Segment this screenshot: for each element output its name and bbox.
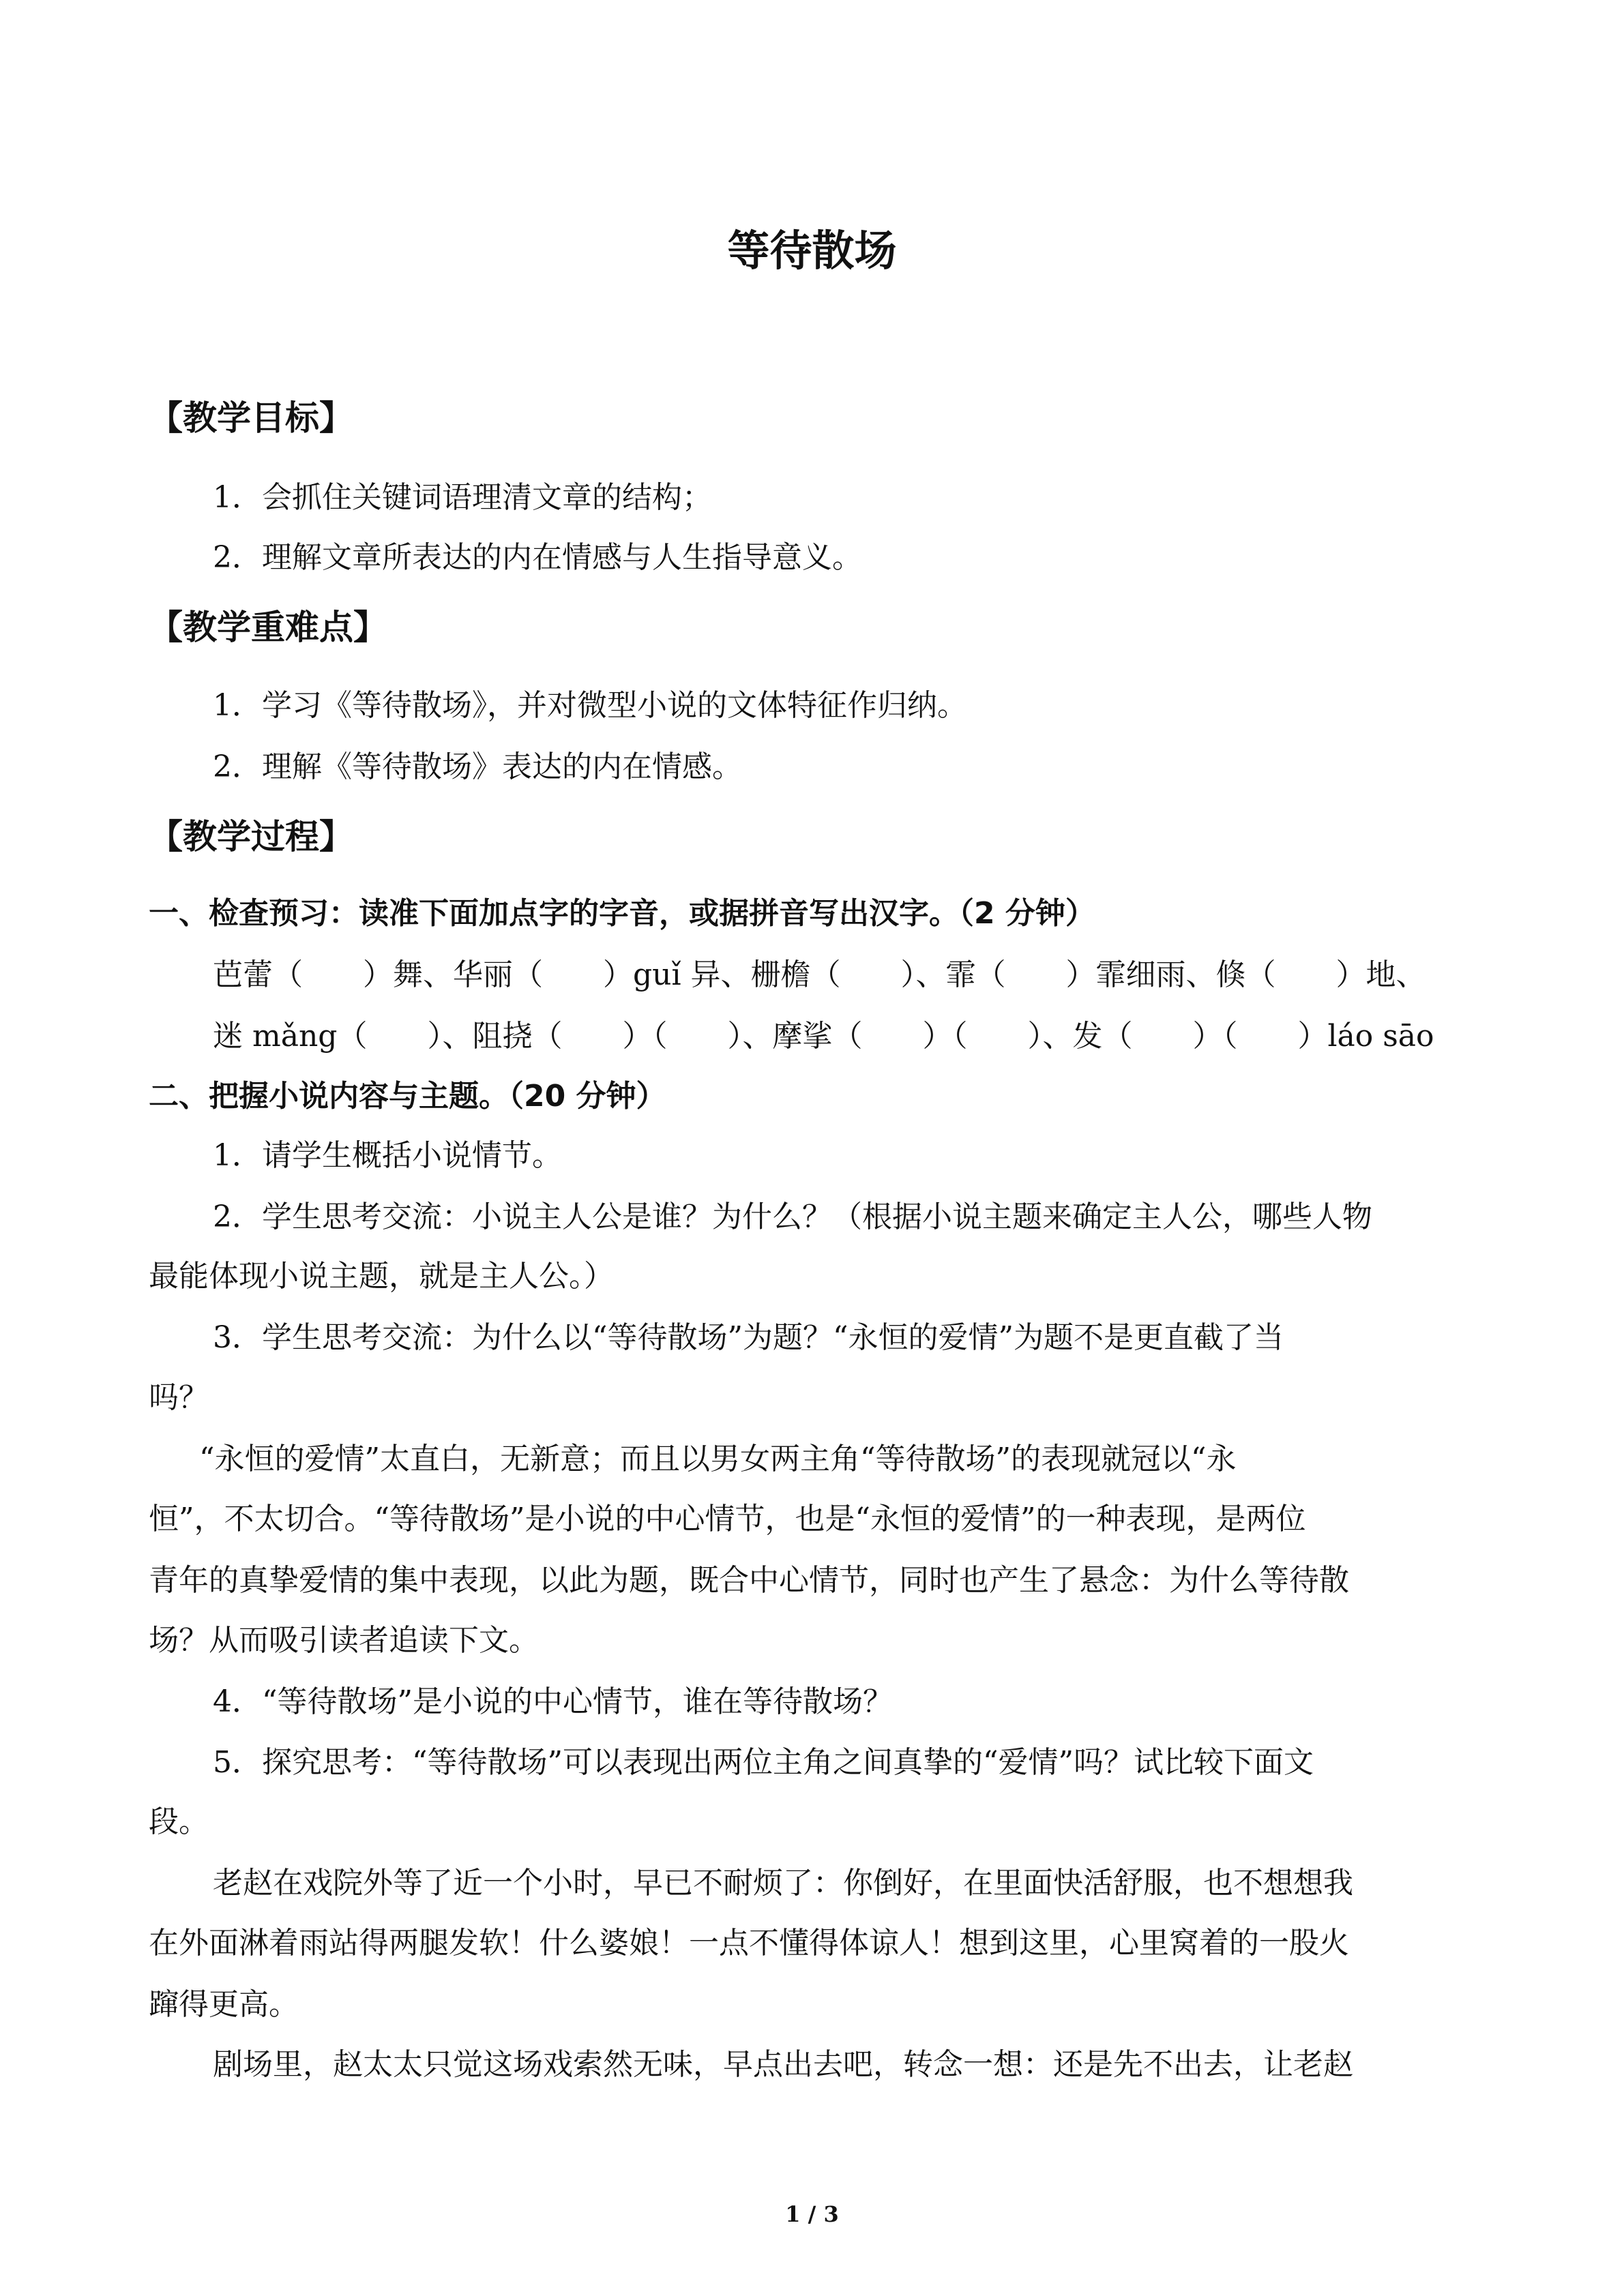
question-1: 1．请学生概括小说情节。 (213, 1138, 562, 1173)
passage-1-line-1: 老赵在戏院外等了近一个小时，早已不耐烦了：你倒好，在里面快活舒服，也不想想我 (213, 1866, 1353, 1900)
goal-item-1: 1．会抓住关键词语理清文章的结构； (213, 480, 712, 515)
step-1-heading: 一、检查预习：读准下面加点字的字音，或据拼音写出汉字。（2 分钟） (149, 896, 1095, 931)
key-item-1: 1．学习《等待散场》，并对微型小说的文体特征作归纳。 (213, 688, 967, 723)
heading-teaching-process: 【教学过程】 (149, 817, 353, 856)
question-5-line-1: 5．探究思考：“等待散场”可以表现出两位主角之间真挚的“爱情”吗？试比较下面文 (213, 1745, 1314, 1780)
passage-1-line-2: 在外面淋着雨站得两腿发软！什么婆娘！一点不懂得体谅人！想到这里，心里窝着的一股火 (149, 1926, 1349, 1960)
question-5-line-2: 段。 (149, 1804, 209, 1839)
heading-key-points: 【教学重难点】 (149, 608, 387, 647)
question-3-line-1: 3．学生思考交流：为什么以“等待散场”为题？“永恒的爱情”为题不是更直截了当 (213, 1320, 1284, 1355)
question-2-line-1: 2．学生思考交流：小说主人公是谁？为什么？（根据小说主题来确定主人公，哪些人物 (213, 1199, 1372, 1234)
question-3-line-2: 吗？ (149, 1380, 209, 1415)
page-title: 等待散场 (727, 226, 897, 275)
pinyin-exercise-line-2: 迷 mǎng（ ）、阻挠（ ）（ ）、摩挲（ ）（ ）、发（ ）（ ）láo sāo (213, 1019, 1434, 1054)
heading-teaching-goals: 【教学目标】 (149, 398, 353, 438)
pinyin-exercise-line-1: 芭蕾（ ）舞、华丽（ ）guǐ 异、栅檐（ ）、霏（ ）霏细雨、倏（ ）地、 (213, 957, 1426, 992)
key-item-2: 2．理解《等待散场》表达的内在情感。 (213, 749, 742, 784)
passage-1-line-3: 蹿得更高。 (149, 1987, 299, 2022)
question-2-line-2: 最能体现小说主题，就是主人公。） (149, 1259, 614, 1294)
answer-3-line-3: 青年的真挚爱情的集中表现，以此为题，既合中心情节，同时也产生了悬念：为什么等待散 (149, 1563, 1349, 1598)
goal-item-2: 2．理解文章所表达的内在情感与人生指导意义。 (213, 540, 862, 575)
passage-2-line-1: 剧场里，赵太太只觉这场戏索然无味，早点出去吧，转念一想：还是先不出去，让老赵 (213, 2047, 1353, 2082)
page-number: 1 / 3 (785, 2201, 839, 2227)
answer-3-line-4: 场？从而吸引读者追读下文。 (149, 1623, 539, 1658)
answer-3-line-2: 恒”，不太切合。“等待散场”是小说的中心情节，也是“永恒的爱情”的一种表现，是两位 (149, 1502, 1306, 1536)
question-4: 4．“等待散场”是小说的中心情节，谁在等待散场？ (213, 1684, 893, 1719)
step-2-heading: 二、把握小说内容与主题。（20 分钟） (149, 1079, 666, 1114)
answer-3-line-1: “永恒的爱情”太直白，无新意；而且以男女两主角“等待散场”的表现就冠以“永 (199, 1442, 1237, 1476)
